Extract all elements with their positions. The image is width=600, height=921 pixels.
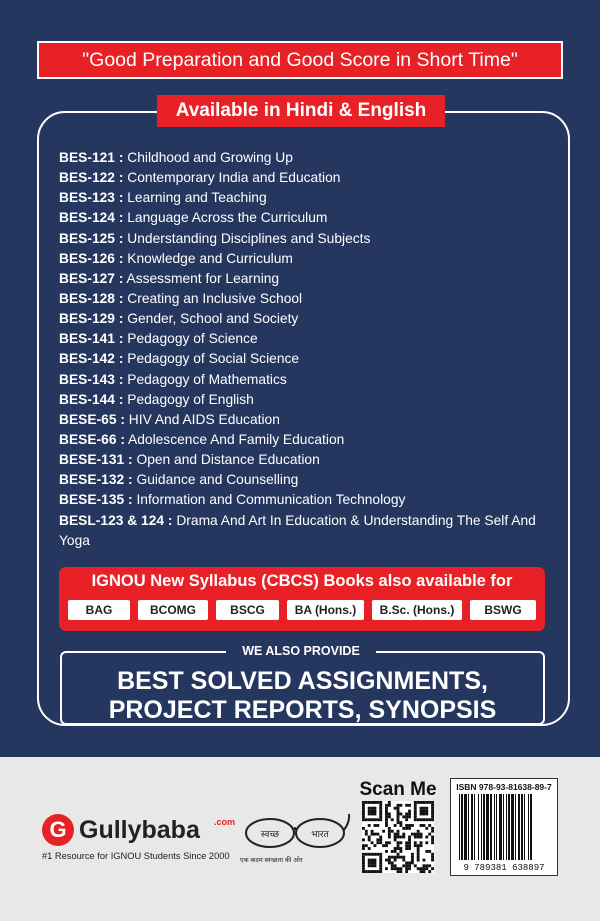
course-item [59, 470, 559, 490]
course-title: Open and Distance Education [132, 452, 320, 468]
course-item [59, 188, 559, 208]
program-tag: BAG [68, 600, 130, 620]
isbn-block [450, 778, 558, 876]
logo-g-icon: G [42, 814, 74, 846]
program-tag: B.Sc. (Hons.) [372, 600, 462, 620]
course-code: BES-142 : [59, 351, 124, 367]
swachh-caption: एक कदम स्वच्छता की ओर [240, 857, 303, 864]
course-title: Drama And Art In Education & Understanding The Self And Yoga [59, 512, 536, 548]
course-item [59, 450, 559, 470]
course-item [59, 390, 559, 410]
course-title: Learning and Teaching [123, 190, 267, 206]
course-item [59, 249, 559, 269]
course-item [59, 148, 559, 168]
course-code: BES-121 : [59, 150, 124, 165]
tagline-banner: "Good Preparation and Good Score in Short Time" [37, 41, 563, 79]
course-title: Pedagogy of Social Science [123, 351, 300, 367]
course-code: BES-141 : [59, 331, 124, 347]
course-item [59, 490, 559, 510]
course-title: Adolescence And Family Education [124, 431, 345, 447]
course-code: BES-143 : [59, 371, 124, 387]
course-code: BESE-132 : [59, 472, 133, 488]
course-code: BES-126 : [59, 250, 124, 266]
barcode-icon [457, 794, 551, 860]
course-title: Understanding Disciplines and Subjects [123, 230, 371, 246]
cbcs-title: IGNOU New Syllabus (CBCS) Books also available for [91, 572, 513, 590]
course-title: Creating an Inclusive School [123, 290, 303, 306]
course-title: Guidance and Counselling [132, 472, 299, 488]
course-title: Knowledge and Curriculum [123, 250, 293, 266]
course-code: BES-127 : [59, 270, 124, 286]
course-title: Pedagogy of Mathematics [123, 371, 287, 387]
program-tag: BSWG [470, 600, 536, 620]
course-code: BESE-135 : [59, 492, 133, 508]
logo-dotcom: .com [214, 817, 236, 827]
availability-badge: Available in Hindi & English [157, 95, 445, 127]
bharat-word: भारत [311, 830, 329, 840]
course-code: BES-129 : [59, 311, 124, 327]
gullybaba-logo [42, 814, 236, 848]
course-title: HIV And AIDS Education [124, 411, 280, 427]
course-list [59, 148, 559, 551]
course-item [59, 410, 559, 430]
qr-code-icon [362, 801, 434, 873]
course-item [59, 208, 559, 228]
course-title: Childhood and Growing Up [123, 150, 293, 165]
course-item [59, 349, 559, 369]
services-label: WE ALSO PROVIDE [226, 642, 376, 660]
swachh-word: स्वच्छ [260, 830, 280, 840]
course-code: BESE-66 : [59, 431, 125, 447]
course-title: Gender, School and Society [123, 311, 299, 327]
course-title: Information and Communication Technology [132, 492, 406, 508]
course-title: Pedagogy of English [123, 391, 254, 407]
program-tag: BA (Hons.) [287, 600, 364, 620]
program-tag: BCOMG [138, 600, 208, 620]
course-item [59, 511, 559, 551]
program-tag: BSCG [216, 600, 279, 620]
services-line-1: BEST SOLVED ASSIGNMENTS, [117, 667, 488, 695]
course-title: Pedagogy of Science [123, 331, 258, 347]
isbn-label: ISBN 978-93-81638-89-7 [456, 782, 552, 792]
course-title: Contemporary India and Education [123, 170, 341, 186]
course-item [59, 430, 559, 450]
course-code: BES-125 : [59, 230, 124, 246]
isbn-digits: 9 789381 638897 [463, 863, 545, 873]
course-item [59, 329, 559, 349]
cbcs-banner [59, 567, 545, 631]
course-code: BES-122 : [59, 170, 124, 186]
course-code: BES-124 : [59, 210, 124, 226]
course-item [59, 168, 559, 188]
course-item [59, 309, 559, 329]
course-code: BES-123 : [59, 190, 124, 206]
course-code: BESL-123 & 124 : [59, 512, 173, 528]
course-code: BESE-131 : [59, 452, 133, 468]
course-code: BESE-65 : [59, 411, 125, 427]
course-item [59, 370, 559, 390]
course-title: Assessment for Learning [123, 270, 280, 286]
course-title: Language Across the Curriculum [123, 210, 328, 226]
brand-tagline: #1 Resource for IGNOU Students Since 2000 [42, 851, 230, 861]
course-code: BES-144 : [59, 391, 124, 407]
services-line-2: PROJECT REPORTS, SYNOPSIS [108, 696, 497, 724]
course-item [59, 289, 559, 309]
course-code: BES-128 : [59, 290, 124, 306]
course-item [59, 269, 559, 289]
logo-wordmark: Gullybaba [79, 816, 200, 844]
course-item [59, 229, 559, 249]
scan-me-label: Scan Me [359, 779, 437, 800]
